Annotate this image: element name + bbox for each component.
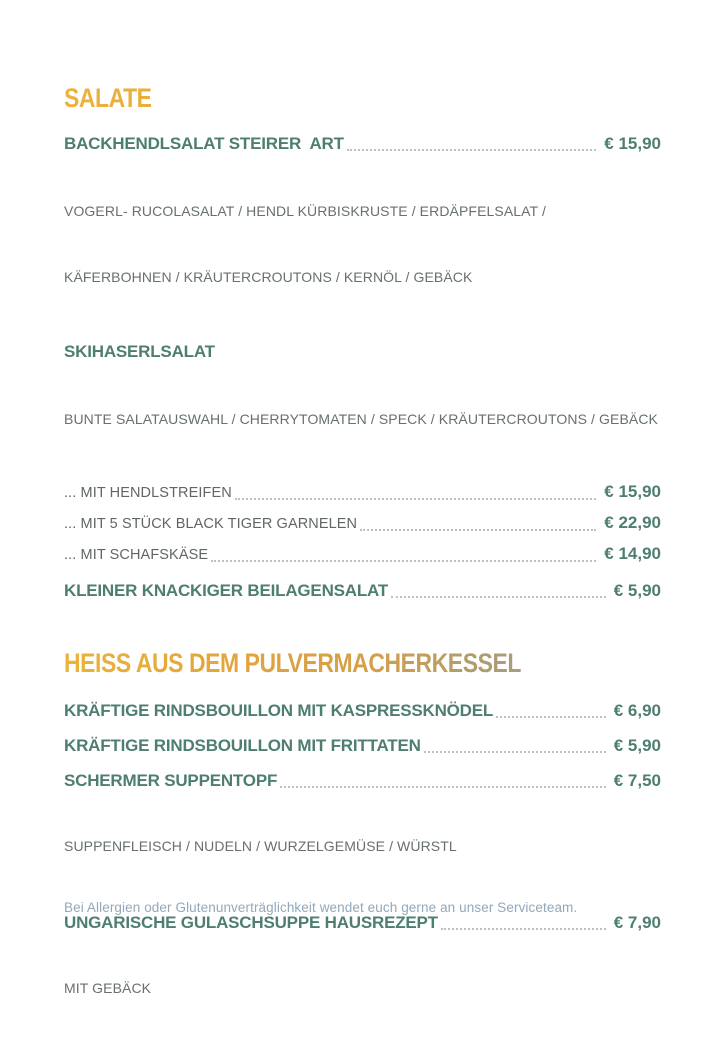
item-row [64, 342, 661, 362]
item-row [64, 701, 661, 721]
item-description [64, 791, 661, 901]
dotted-leader [441, 928, 606, 930]
item-price: € 6,90 [613, 701, 661, 720]
variant-price: € 22,90 [604, 513, 661, 532]
dotted-leader [391, 596, 606, 598]
section-title-salate: SALATE [64, 84, 571, 112]
description-line: KÄFERBOHNEN / KRÄUTERCROUTONS / KERNÖL / GEBÄCK [64, 269, 473, 285]
footer-note: Bei Allergien oder Glutenunverträglichkeit wendet euch gerne an unser Serviceteam. [64, 900, 578, 915]
item-name: KLEINER KNACKIGER BEILAGENSALAT [64, 581, 389, 600]
description-line: MIT GEBÄCK [64, 980, 152, 996]
item-price: € 7,50 [613, 771, 661, 790]
dotted-leader [347, 149, 596, 151]
menu-item-frittaten [64, 736, 661, 756]
section-pulvermacherkessel [64, 649, 661, 1043]
description-line: SUPPENFLEISCH / NUDELN / WURZELGEMÜSE / WÜRSTL [64, 838, 457, 854]
item-description [64, 933, 661, 1043]
variant-row-schafskaese [64, 544, 661, 565]
item-price: € 15,90 [604, 134, 661, 153]
variant-price: € 15,90 [604, 482, 661, 501]
variant-name: ... MIT HENDLSTREIFEN [64, 485, 232, 501]
description-line: VOGERL- RUCOLASALAT / HENDL KÜRBISKRUSTE / ERDÄPFELSALAT / [64, 203, 546, 219]
menu-item-skihaserlsalat [64, 342, 661, 565]
item-description [64, 364, 661, 474]
item-name: SKIHASERLSALAT [64, 342, 215, 361]
item-name: UNGARISCHE GULASCHSUPPE HAUSREZEPT [64, 913, 438, 932]
item-name: KRÄFTIGE RINDSBOUILLON MIT KASPRESSKNÖDEL [64, 701, 494, 720]
dotted-leader [211, 560, 596, 562]
menu-item-beilagensalat [64, 581, 661, 601]
item-price: € 7,90 [613, 913, 661, 932]
item-description [64, 156, 661, 332]
variant-row-garnelen [64, 513, 661, 534]
item-row [64, 581, 661, 601]
item-price: € 5,90 [613, 736, 661, 755]
dotted-leader [424, 751, 606, 753]
description-line: BUNTE SALATAUSWAHL / CHERRYTOMATEN / SPECK / KRÄUTERCROUTONS / GEBÄCK [64, 411, 658, 427]
section-salate [64, 84, 661, 601]
dotted-leader [280, 786, 606, 788]
item-price: € 5,90 [613, 581, 661, 600]
menu-item-backhendlsalat [64, 134, 661, 332]
item-name: SCHERMER SUPPENTOPF [64, 771, 278, 790]
item-row [64, 736, 661, 756]
section-title-kessel: HEISS AUS DEM PULVERMACHERKESSEL [64, 649, 571, 677]
variant-row-hendlstreifen [64, 482, 661, 503]
variant-name: ... MIT SCHAFSKÄSE [64, 547, 209, 563]
item-name: BACKHENDLSALAT STEIRER ART [64, 134, 344, 153]
dotted-leader [235, 498, 596, 500]
dotted-leader [496, 716, 606, 718]
variant-price: € 14,90 [604, 544, 661, 563]
dotted-leader [360, 529, 596, 531]
item-row [64, 771, 661, 791]
variant-name: ... MIT 5 STÜCK BLACK TIGER GARNELEN [64, 516, 358, 532]
menu-item-kaspressknoedel [64, 701, 661, 721]
item-name: KRÄFTIGE RINDSBOUILLON MIT FRITTATEN [64, 736, 421, 755]
menu-item-suppentopf [64, 771, 661, 901]
item-row [64, 134, 661, 154]
menu-item-gulaschsuppe [64, 913, 661, 1043]
